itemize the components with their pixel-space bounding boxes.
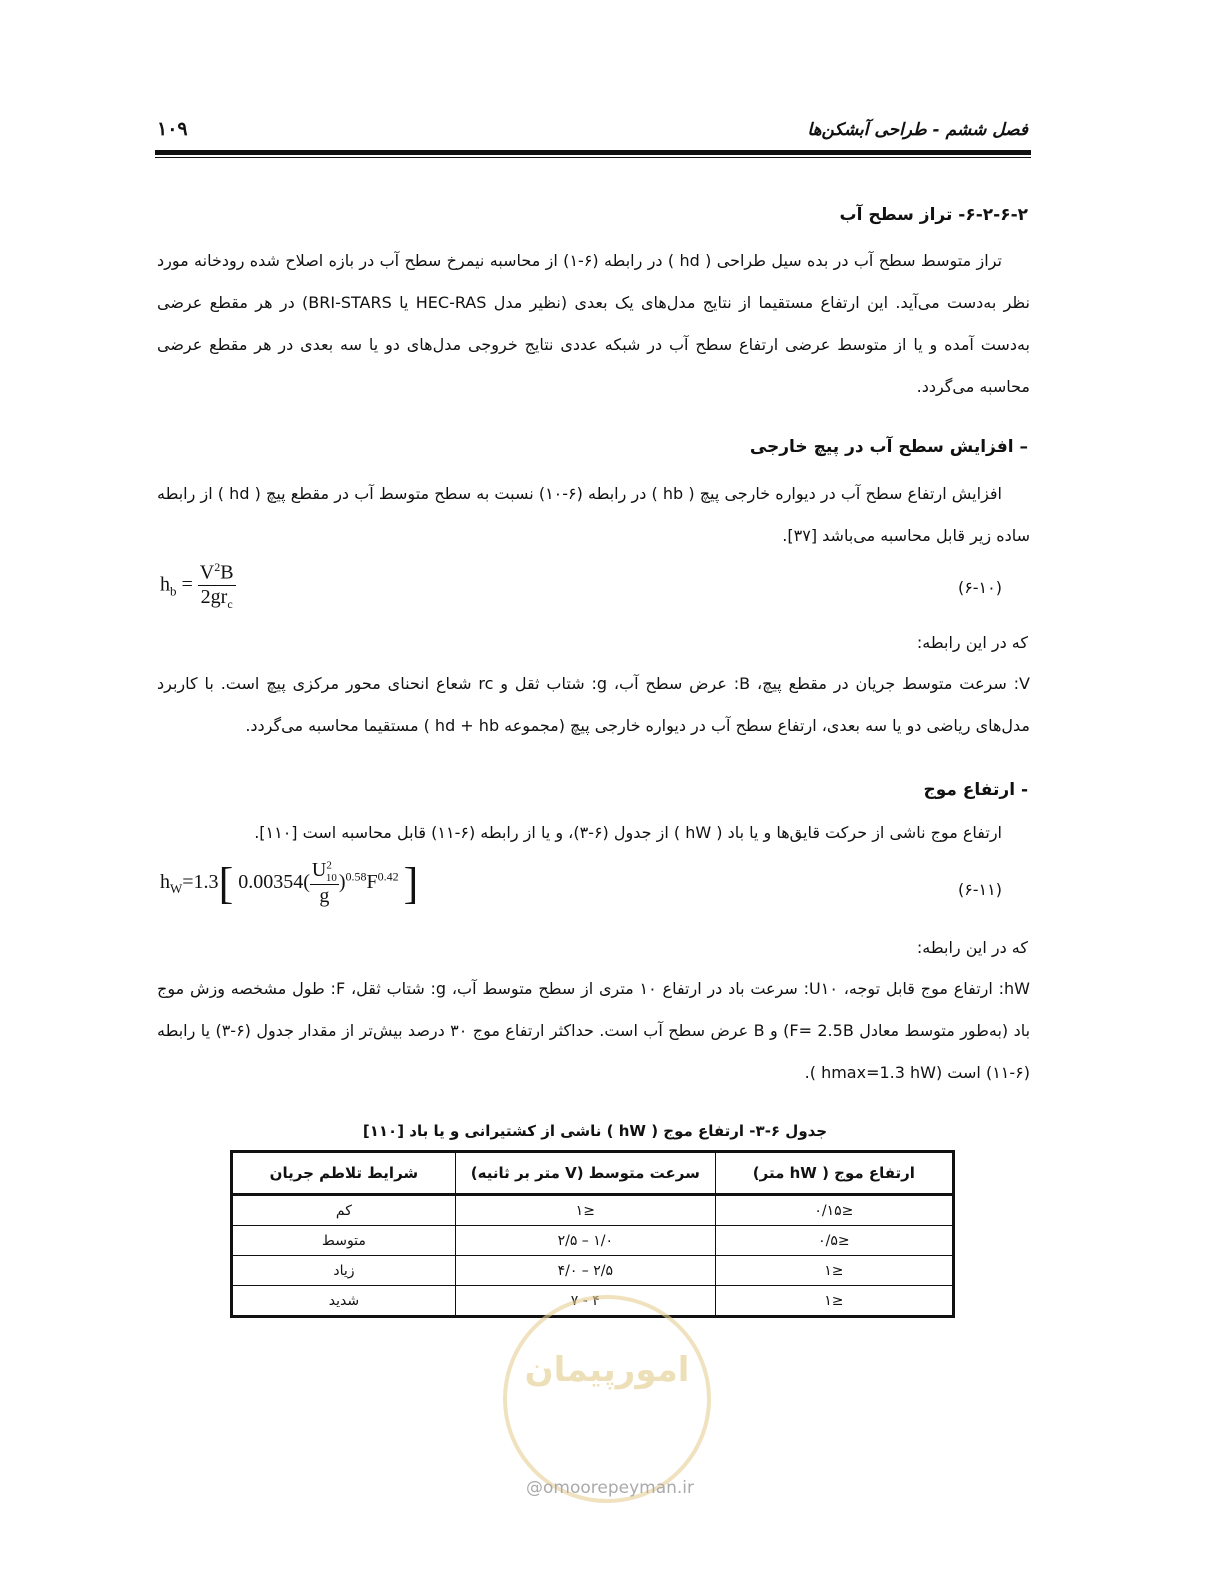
header-rule-thick [155, 150, 1031, 155]
equation-6-10 [160, 560, 236, 612]
header-rule-thin [155, 157, 1031, 158]
outer-bend-definitions-text: V: سرعت متوسط جریان در مقطع پیچ، B: عرض سطح آب، g: شتاب ثقل و rc شعاع انحنای محور مرکزی پیچ است. با کاربرد مدل‌های ریاضی دو یا سه بعدی، ارتفاع سطح آب در دیواره خارجی پیچ (مجموعه hd + hb ) مستقیما محاسبه می‌گردد. [157, 674, 1030, 735]
table-header-cell: سرعت متوسط (V متر بر ثانیه) [455, 1152, 715, 1195]
eq10-numerator: $V^2B$ [199, 560, 234, 584]
outer-bend-definitions [157, 663, 1030, 747]
wave-definitions [157, 968, 1030, 1094]
section-paragraph [157, 240, 1030, 408]
eq10-lhs-sub: b [170, 583, 177, 599]
outer-bend-heading: – افزایش سطح آب در پیچ خارجی [749, 437, 1028, 457]
water-level-paragraph: تراز متوسط سطح آب در بده سیل طراحی ( hd ) در رابطه (۶-۱) از محاسبه نیمرخ سطح آب در بازه اصلاح شده رودخانه مورد نظر به‌دست می‌آید. این ارتفاع مستقیما از نتایج مدل‌های یک بعدی (نظیر مدل HEC-RAS یا BRI-STARS) در هر مقطع عرضی به‌دست آمده و یا از متوسط عرضی ارتفاع سطح آب در شبکه عددی نتایج خروجی مدل‌های دو یا سه بعدی در هر مقطع عرضی محاسبه می‌گردد. [157, 251, 1031, 396]
watermark-logo [503, 1295, 711, 1503]
eq10-lhs: h [160, 573, 170, 596]
table-caption: جدول ۶-۳- ارتفاع موج ( hW ) ناشی از کشتیرانی و یا باد [۱۱۰] [362, 1122, 828, 1140]
table-row [232, 1256, 954, 1286]
table-cell: ≤۰/۵ [715, 1226, 953, 1256]
table-cell: متوسط [232, 1226, 456, 1256]
eq10-denominator: $2gr_c$ [200, 585, 233, 611]
where-label-1: که در این رابطه: [916, 633, 1028, 652]
eq11-exp2: 0.42 [377, 869, 399, 884]
equation-6-11 [160, 858, 418, 909]
eq10-fraction [198, 560, 236, 612]
table-header-row [232, 1152, 954, 1195]
table-cell: ۲/۵ – ۴/۰ [455, 1256, 715, 1286]
eq11-lhs-sub: W [170, 881, 183, 897]
table-row [232, 1226, 954, 1256]
page-number: ۱۰۹ [157, 118, 188, 140]
eq11-f: F [366, 871, 378, 894]
eq11-const: 0.00354( [238, 871, 310, 894]
table-header-cell: شرایط تلاطم جریان [232, 1152, 456, 1195]
table-cell: ۴ - ۷ [455, 1286, 715, 1317]
table-header-cell: ارتفاع موج ( hW متر) [715, 1152, 953, 1195]
chapter-title: فصل ششم - طراحی آبشکن‌ها [807, 120, 1028, 140]
table-cell: شدید [232, 1286, 456, 1317]
wave-text: ارتفاع موج ناشی از حرکت قایق‌ها و یا باد ( hW ) از جدول (۶-۳)، و یا از رابطه (۶-۱۱) قابل محاسبه است [۱۱۰]. [254, 823, 1002, 842]
eq11-fraction: $\frac{U^2_{10}}{g}$ [311, 859, 337, 907]
table-row [232, 1195, 954, 1226]
table-cell: ≤۱ [715, 1256, 953, 1286]
equation-number-6-11: (۶-۱۱) [957, 880, 1002, 899]
table-cell: ≤۱ [455, 1195, 715, 1226]
eq11-exp1: 0.58 [345, 869, 367, 884]
equation-number-6-10: (۶-۱۰) [957, 578, 1002, 597]
table-cell: ≤۰/۱۵ [715, 1195, 953, 1226]
wave-height-table [230, 1150, 955, 1318]
eq11-bracket-left: [ [218, 859, 234, 908]
watermark-url: @omoorepeyman.ir [525, 1478, 695, 1498]
wave-paragraph [157, 812, 1030, 854]
table-cell: زیاد [232, 1256, 456, 1286]
outer-bend-text: افزایش ارتفاع سطح آب در دیواره خارجی پیچ ( hb ) در رابطه (۶-۱۰) نسبت به سطح متوسط آب در مقطع پیچ ( hd ) از رابطه ساده زیر قابل محاسبه می‌باشد [۳۷]. [157, 484, 1030, 545]
outer-bend-paragraph [157, 473, 1030, 557]
wave-definitions-text: hW: ارتفاع موج قابل توجه، U۱۰: سرعت باد در ارتفاع ۱۰ متری از سطح متوسط آب، g: شتاب ثقل، F: طول مشخصه وزش موج باد (به‌طور متوسط معادل F= 2.5B) و B عرض سطح آب است. حداکثر ارتفاع موج ۳۰ درصد بیش‌تر از مقدار جدول (۶-۳) یا رابطه (۶-۱۱) است (hmax=1.3 hW ). [157, 979, 1031, 1082]
eq11-close-paren: ) [338, 871, 346, 894]
section-heading: ۶-۲-۶-۲- تراز سطح آب [839, 205, 1028, 225]
table-cell: ۱/۰ – ۲/۵ [455, 1226, 715, 1256]
wave-heading: - ارتفاع موج [923, 780, 1028, 800]
watermark-logo-text: امورپیمان [524, 1350, 690, 1390]
eq10-equals: = [181, 573, 193, 596]
eq11-bracket-right: ] [403, 859, 419, 908]
table-cell: ≤۱ [715, 1286, 953, 1317]
where-label-2: که در این رابطه: [916, 938, 1028, 957]
table-cell: کم [232, 1195, 456, 1226]
eq11-lhs: h [160, 871, 170, 894]
eq11-coef: =1.3 [182, 871, 219, 894]
